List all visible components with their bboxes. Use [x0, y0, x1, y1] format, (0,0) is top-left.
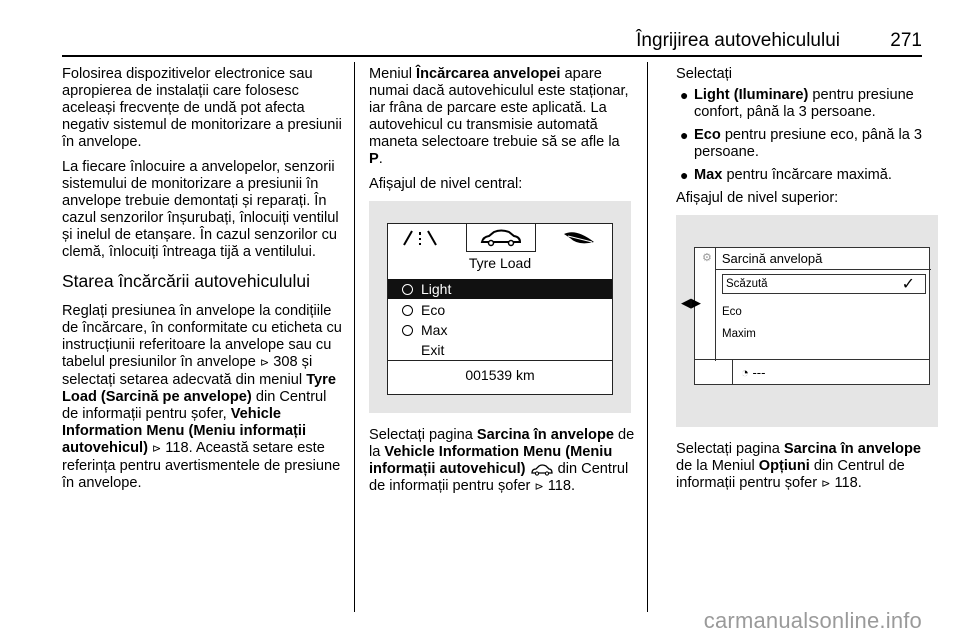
eco-leaf-tab-icon [546, 224, 614, 252]
menu-name: Vehicle Information Menu (Meniu informații autovehicul) [369, 444, 613, 477]
page-ref[interactable]: 308 [273, 354, 298, 370]
page-ref-icon: ⊳ [534, 481, 544, 493]
radio-icon [402, 284, 413, 295]
odometer-reading: 001539 km [465, 367, 535, 383]
page-number: 271 [890, 30, 922, 51]
header-title: Îngrijirea autovehiculului [636, 30, 840, 51]
column-3 [676, 66, 930, 501]
hmi-panel [702, 248, 931, 361]
paragraph: Folosirea dispozitivelor electronice sau apropierea de instalații care folosesc aceleași frecvențe de undă pot afecta negativ sistemul de monitorizare a presiunii în anvelope. [62, 66, 342, 150]
bullet-icon: ● [680, 87, 689, 103]
upper-display-illustration [676, 215, 938, 427]
paragraph: Meniul Încărcarea anvelopei apare numai dacă autovehiculul este staționar, iar frâna de parcare este aplicată. La autovehicul cu transmisie automată maneta selectoare trebuie să se afle la P. [369, 66, 629, 167]
center-display-illustration [369, 201, 631, 413]
hmi-title-bar: ⚙ Sarcină anvelopă [716, 248, 931, 270]
column-divider [354, 62, 355, 612]
checkmark-icon: ✓ [901, 275, 915, 293]
column-2 [369, 66, 635, 504]
lcd-title: Tyre Load [468, 255, 532, 271]
radio-icon [402, 325, 413, 336]
page-ref-icon: ⊳ [152, 443, 162, 455]
hmi-list [716, 270, 931, 361]
page-name: Sarcina în anvelope [783, 441, 921, 457]
gauge-icon: ◔ --- [741, 365, 766, 380]
column-1 [62, 66, 344, 500]
page-ref-icon: ⊳ [821, 478, 831, 490]
left-right-arrows-icon: ◀▶ [681, 295, 701, 310]
tyre-settings-icon: ⚙ [702, 252, 712, 264]
hmi-option-max: Maxim [722, 328, 756, 340]
lcd-screen [387, 223, 613, 395]
bullet-icon: ● [680, 127, 689, 143]
figure-caption: Afișajul de nivel central: [369, 176, 523, 192]
menu-name: Încărcarea anvelopei [416, 66, 561, 82]
menu-name: Tyre Load (Sarcină pe anvelope) [62, 372, 336, 405]
page-name: Sarcina în anvelope [476, 427, 614, 443]
bullet-icon: ● [680, 167, 689, 183]
hmi-screen [681, 247, 930, 385]
page-ref-icon: ⊳ [259, 357, 270, 369]
list-item: ● Light (Iluminare) pentru presiune confort, până la 3 persoane. [680, 87, 914, 120]
column-divider [647, 62, 648, 612]
paragraph: Selectați pagina Sarcina în anvelope de la Vehicle Information Menu (Meniu informații autovehicul) din Centrul de informații pentru șofer ⊳ 118. [369, 427, 635, 494]
watermark: carmanualsonline.info [703, 608, 922, 633]
paragraph: Selectați pagina Sarcina în anvelope de la Meniul Opțiuni din Centrul de informații pentru șofer ⊳ 118. [676, 441, 921, 491]
lcd-option-exit: Exit [421, 341, 445, 358]
trip-tab-icon [388, 224, 456, 252]
header-rule [62, 55, 922, 57]
paragraph: La fiecare înlocuire a anvelopelor, senzorii sistemului de monitorizare a presiunii în anvelope trebuie demontați și reparați. În cazul senzorilor înșurubați, înlocuiți ventilul și inelul de etanșare. În cazul senzorilor cu clemă, înlocuiți întreaga tijă a ventilului. [62, 159, 339, 260]
lcd-divider [388, 360, 612, 361]
section-heading: Starea încărcării autovehiculului [62, 271, 311, 291]
list-item: ● Max pentru încărcare maximă. [680, 167, 892, 183]
lcd-option-max: Max [388, 320, 612, 340]
paragraph: Reglați presiunea în anvelope la condițiile de încărcare, în conformitate cu eticheta cu instrucțiunii referitoare la anvelope sau cu tabelul presiunilor în anvelope ⊳ 308 și selectați setarea adecvată din meniul Tyre Load (Sarcină pe anvelope) din Centrul de informații pentru șofer, Vehicle Information Menu (Meniu informații autovehicul) ⊳ 118. Această setare este referința pentru avertismentele de presiune în anvelope. [62, 303, 342, 491]
menu-name: Vehicle Information Menu (Meniu informații autovehicul) [62, 406, 307, 456]
car-tab-icon [466, 224, 536, 252]
lcd-tabs [388, 224, 612, 252]
menu-name: Opțiuni [758, 458, 810, 474]
page-ref[interactable]: 118 [834, 475, 858, 491]
list-item: ● Eco pentru presiune eco, până la 3 persoane. [680, 127, 922, 160]
page-ref[interactable]: 118 [547, 478, 572, 494]
hmi-footer [695, 359, 929, 384]
car-icon [530, 463, 554, 476]
bullet-list [676, 87, 930, 184]
paragraph: Selectați [676, 66, 732, 82]
hmi-option-low: Scăzută ✓ [722, 274, 926, 294]
radio-icon [402, 305, 413, 316]
figure-caption: Afișajul de nivel superior: [676, 190, 839, 206]
lcd-option-eco: Eco [388, 300, 612, 320]
hmi-option-eco: Eco [722, 306, 742, 318]
page-ref[interactable]: 118 [165, 440, 189, 456]
lcd-option-light: Light [388, 279, 612, 299]
